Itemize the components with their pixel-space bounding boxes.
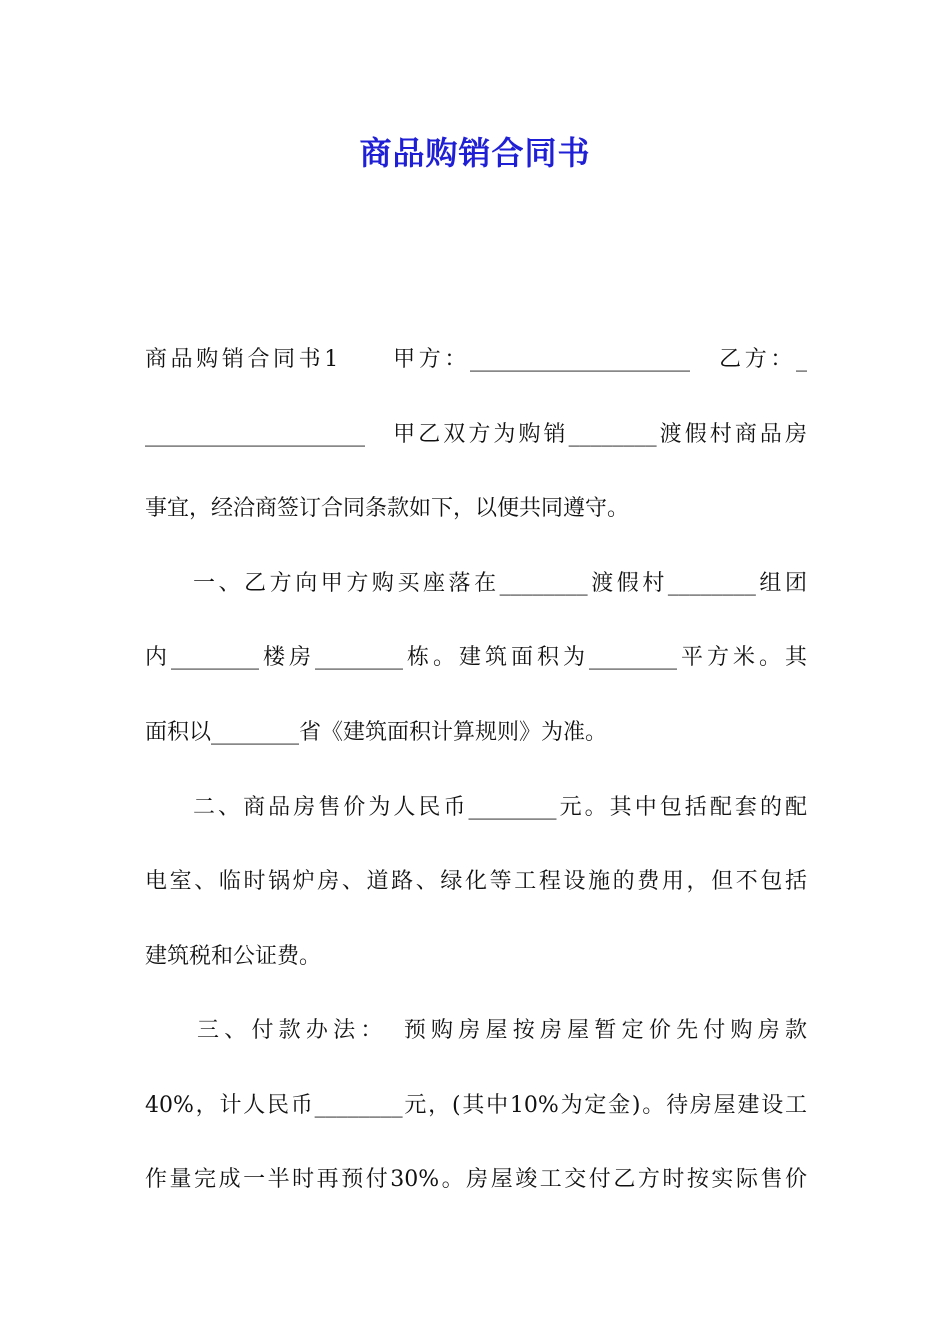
text-line: 二、商品房售价为人民币________元。其中包括配套的配 — [193, 795, 807, 820]
document-title: 商品购销合同书 — [359, 134, 591, 172]
text-line: ____________________ 甲乙双方为购销________渡假村商品房 — [145, 422, 807, 447]
text-line: 面积以________省《建筑面积计算规则》为准。 — [145, 720, 608, 745]
text-line: 商品购销合同书1 甲方：____________________ 乙方：_ — [145, 347, 807, 372]
text-line: 事宜，经洽商签订合同条款如下，以便共同遵守。 — [145, 496, 630, 521]
text-line: 内________楼房________栋。建筑面积为________平方米。其 — [145, 645, 807, 670]
text-line: 作量完成一半时再预付30%。房屋竣工交付乙方时按实际售价 — [145, 1167, 807, 1192]
text-line: 建筑税和公证费。 — [145, 944, 322, 969]
text-line: 40%，计人民币________元，(其中10%为定金)。待房屋建设工 — [145, 1093, 807, 1118]
text-line: 电室、临时锅炉房、道路、绿化等工程设施的费用，但不包括 — [145, 869, 807, 894]
text-line: 三、付款办法： 预购房屋按房屋暂定价先付购房款 — [197, 1018, 807, 1043]
text-line: 一、乙方向甲方购买座落在________渡假村________组团 — [193, 571, 807, 596]
